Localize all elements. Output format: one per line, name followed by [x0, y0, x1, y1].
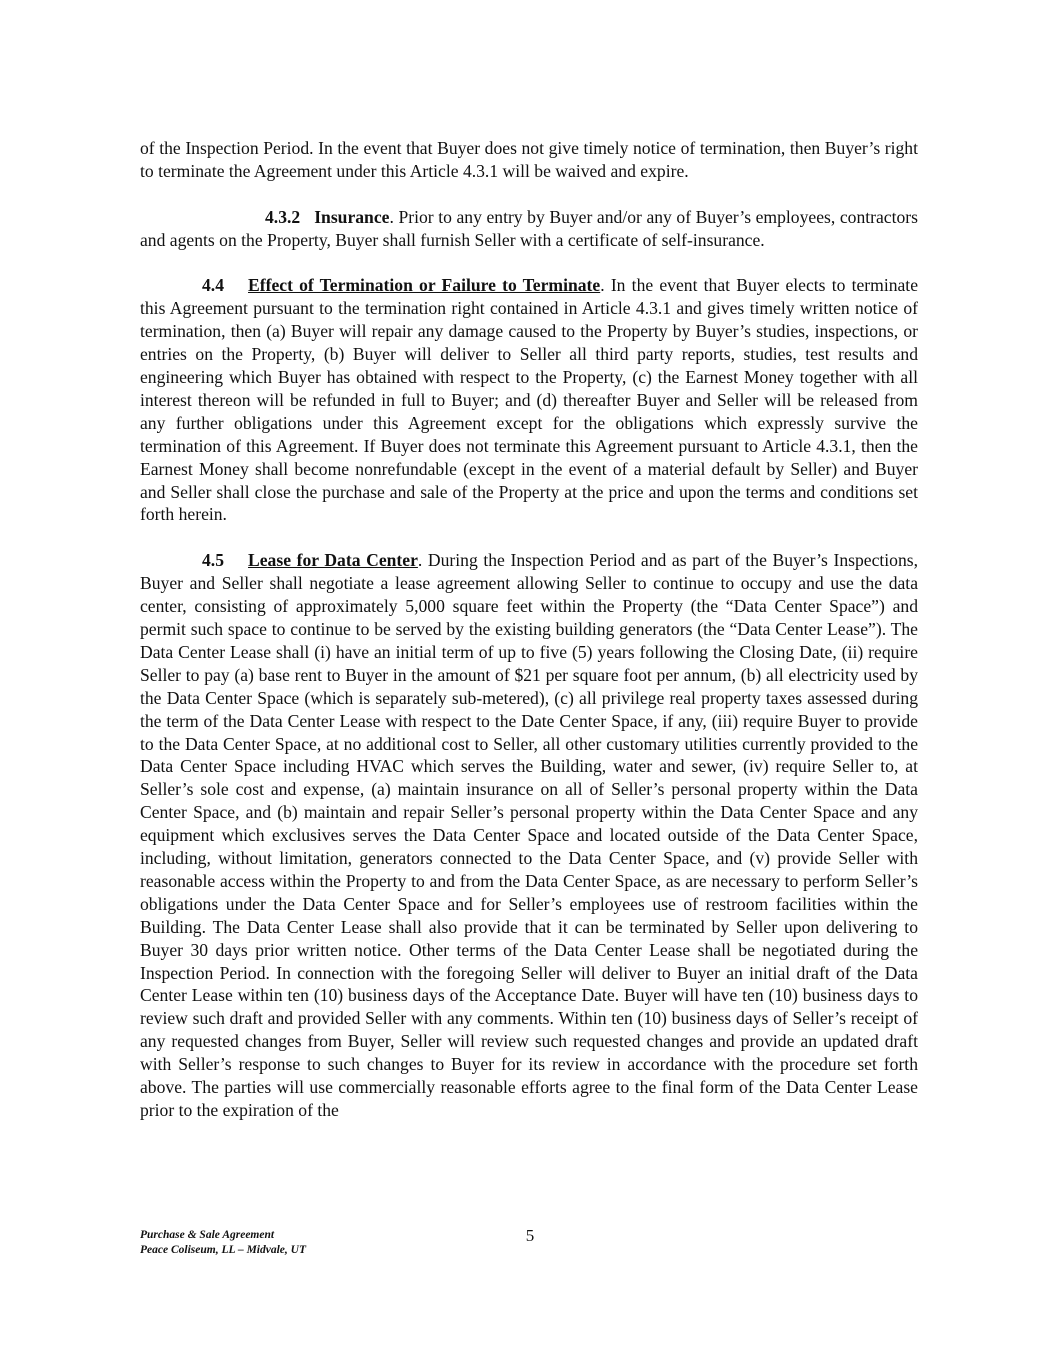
section-4-4: 4.4 Effect of Termination or Failure to Terminate. In the event that Buyer elects to terminate this Agreement pursuant to the termination right contained in Article 4.3.1 and gives timely written notice of termination, then (a) Buyer will repair any damage caused to the Property by Buyer’s studies, inspections, or entries on the Property, (b) Buyer will deliver to Seller all third party reports, studies, test results and engineering which Buyer has obtained with respect to the Property, (c) the Earnest Money together with all interest thereon will be refunded in full to Buyer; and (d) thereafter Buyer and Seller will be released from any further obligations under this Agreement except for the obligations which expressly survive the termination of this Agreement. If Buyer does not terminate this Agreement pursuant to Article 4.3.1, then the Earnest Money shall become nonrefundable (except in the event of a material default by Seller) and Buyer and Seller shall close the purchase and sale of the Property at the price and upon the terms and conditions set forth herein. [140, 275, 919, 525]
section-number: 4.5 [202, 550, 224, 571]
footer-title-line-1: Purchase & Sale Agreement [140, 1229, 275, 1241]
section-4-5: 4.5 Lease for Data Center. During the Inspection Period and as part of the Buyer’s Inspections, Buyer and Seller shall negotiate a lease agreement allowing Seller to continue to occupy and use the data center, consisting of approximately 5,000 square feet within the Property (the “Data Center Space”) and permit such space to continue to be served by the existing building generators (the “Data Center Lease”). The Data Center Lease shall (i) have an initial term of up to five (5) years following the Closing Date, (ii) require Seller to pay (a) base rent to Buyer in the amount of $21 per square foot per annum, (b) all electricity used by the Data Center Space (which is separately sub-metered), (c) all privilege real property taxes assessed during the term of the Data Center Lease with respect to the Date Center Space, if any, (iii) require Buyer to provide to the Data Center Space, at no additional cost to Seller, all other customary utilities currently provided to the Data Center Space including HVAC which serves the Building, water and sewer, (iv) require Seller to, at Seller’s sole cost and expense, (a) maintain insurance on all of Seller’s personal property within the Data Center Space, and (b) maintain and repair Seller’s personal property within the Data Center Space and any equipment which exclusives serves the Data Center Space and located outside of the Data Center Space, including, without limitation, generators connected to the Data Center Space, and (v) provide Seller with reasonable access within the Property to and from the Data Center Space, as are necessary to perform Seller’s obligations under the Data Center Space and for Seller’s employees use of restroom facilities within the Building. The Data Center Lease shall also provide that it can be terminated by Seller upon delivering to Buyer 30 days prior written notice. Other terms of the Data Center Lease shall be negotiated during the Inspection Period. In connection with the foregoing Seller will deliver to Buyer an initial draft of the Data Center Lease within ten (10) business days of the Acceptance Date. Buyer will have ten (10) business days to review such draft and provided Seller with any comments. Within ten (10) business days of Seller’s receipt of any requested changes from Buyer, Seller will review such requested changes and provide an updated draft with Seller’s response to such changes to Buyer for its review in accordance with the procedure set forth above. The parties will use commercially reasonable efforts agree to the final form of the Data Center Lease prior to the expiration of the [140, 550, 919, 1121]
section-heading: Insurance [314, 206, 390, 227]
footer-title-line-2: Peace Coliseum, LL – Midvale, UT [140, 1244, 306, 1256]
section-heading: Effect of Termination or Failure to Terminate [248, 275, 601, 296]
section-text: Prior to any entry by Buyer and/or any of Buyer’s employees, contractors and agents on the Property, Buyer shall furnish Seller with a certificate of self-insurance. [140, 206, 918, 250]
page-number: 5 [525, 1226, 535, 1245]
section-heading: Lease for Data Center [248, 550, 418, 571]
section-number: 4.3.2 [265, 206, 301, 227]
footer-document-title [140, 1228, 306, 1258]
continuation-paragraph: of the Inspection Period. In the event that Buyer does not give timely notice of termination, then Buyer’s right to terminate the Agreement under this Article 4.3.1 will be waived and expire. [140, 138, 918, 181]
section-text: During the Inspection Period and as part of the Buyer’s Inspections, Buyer and Seller shall negotiate a lease agreement allowing Seller to continue to occupy and use the data center, consisting of approximately 5,000 square feet within the Property (the “Data Center Space”) and permit such space to continue to be served by the existing building generators (the “Data Center Lease”). The Data Center Lease shall (i) have an initial term of up to five (5) years following the Closing Date, (ii) require Seller to pay (a) base rent to Buyer in the amount of $21 per square foot per annum, (b) all electricity used by the Data Center Space (which is separately sub-metered), (c) all privilege real property taxes assessed during the term of the Data Center Lease with respect to the Date Center Space, if any, (iii) require Buyer to provide to the Data Center Space, at no additional cost to Seller, all other customary utilities currently provided to the Data Center Space including HVAC which serves the Building, water and sewer, (iv) require Seller to, at Seller’s sole cost and expense, (a) maintain insurance on all of Seller’s personal property within the Data Center Space, and (b) maintain and repair Seller’s personal property within the Data Center Space and any equipment which exclusives serves the Data Center Space and located outside of the Data Center Space, including, without limitation, generators connected to the Data Center Space, and (v) provide Seller with reasonable access within the Property to and from the Data Center Space, as are necessary to perform Seller’s obligations under the Data Center Space and for Seller’s employees use of restroom facilities within the Building. The Data Center Lease shall also provide that it can be terminated by Seller upon delivering to Buyer 30 days prior written notice. Other terms of the Data Center Lease shall be negotiated during the Inspection Period. In connection with the foregoing Seller will deliver to Buyer an initial draft of the Data Center Lease within ten (10) business days of the Acceptance Date. Buyer will have ten (10) business days to review such draft and provided Seller with any comments. Within ten (10) business days of Seller’s receipt of any requested changes from Buyer, Seller will review such requested changes and provide an updated draft with Seller’s response to such changes to Buyer for its review in accordance with the procedure set forth above. The parties will use commercially reasonable efforts agree to the final form of the Data Center Lease prior to the expiration of the [140, 550, 919, 1121]
section-number: 4.4 [202, 275, 224, 296]
document-body [140, 137, 918, 1122]
section-4-3-2: 4.3.2 Insurance. Prior to any entry by Buyer and/or any of Buyer’s employees, contractors and agents on the Property, Buyer shall furnish Seller with a certificate of self-insurance. [140, 206, 918, 250]
section-text: In the event that Buyer elects to terminate this Agreement pursuant to the termination right contained in Article 4.3.1 and gives timely written notice of termination, then (a) Buyer will repair any damage caused to the Property by Buyer’s studies, inspections, or entries on the Property, (b) Buyer will deliver to Seller all third party reports, studies, test results and engineering which Buyer has obtained with respect to the Property, (c) the Earnest Money together with all interest thereon will be refunded in full to Buyer; and (d) thereafter Buyer and Seller will be released from any further obligations under this Agreement except for the obligations which expressly survive the termination of this Agreement. If Buyer does not terminate this Agreement pursuant to Article 4.3.1, then the Earnest Money shall become nonrefundable (except in the event of a material default by Seller) and Buyer and Seller shall close the purchase and sale of the Property at the price and upon the terms and conditions set forth herein. [140, 275, 919, 525]
